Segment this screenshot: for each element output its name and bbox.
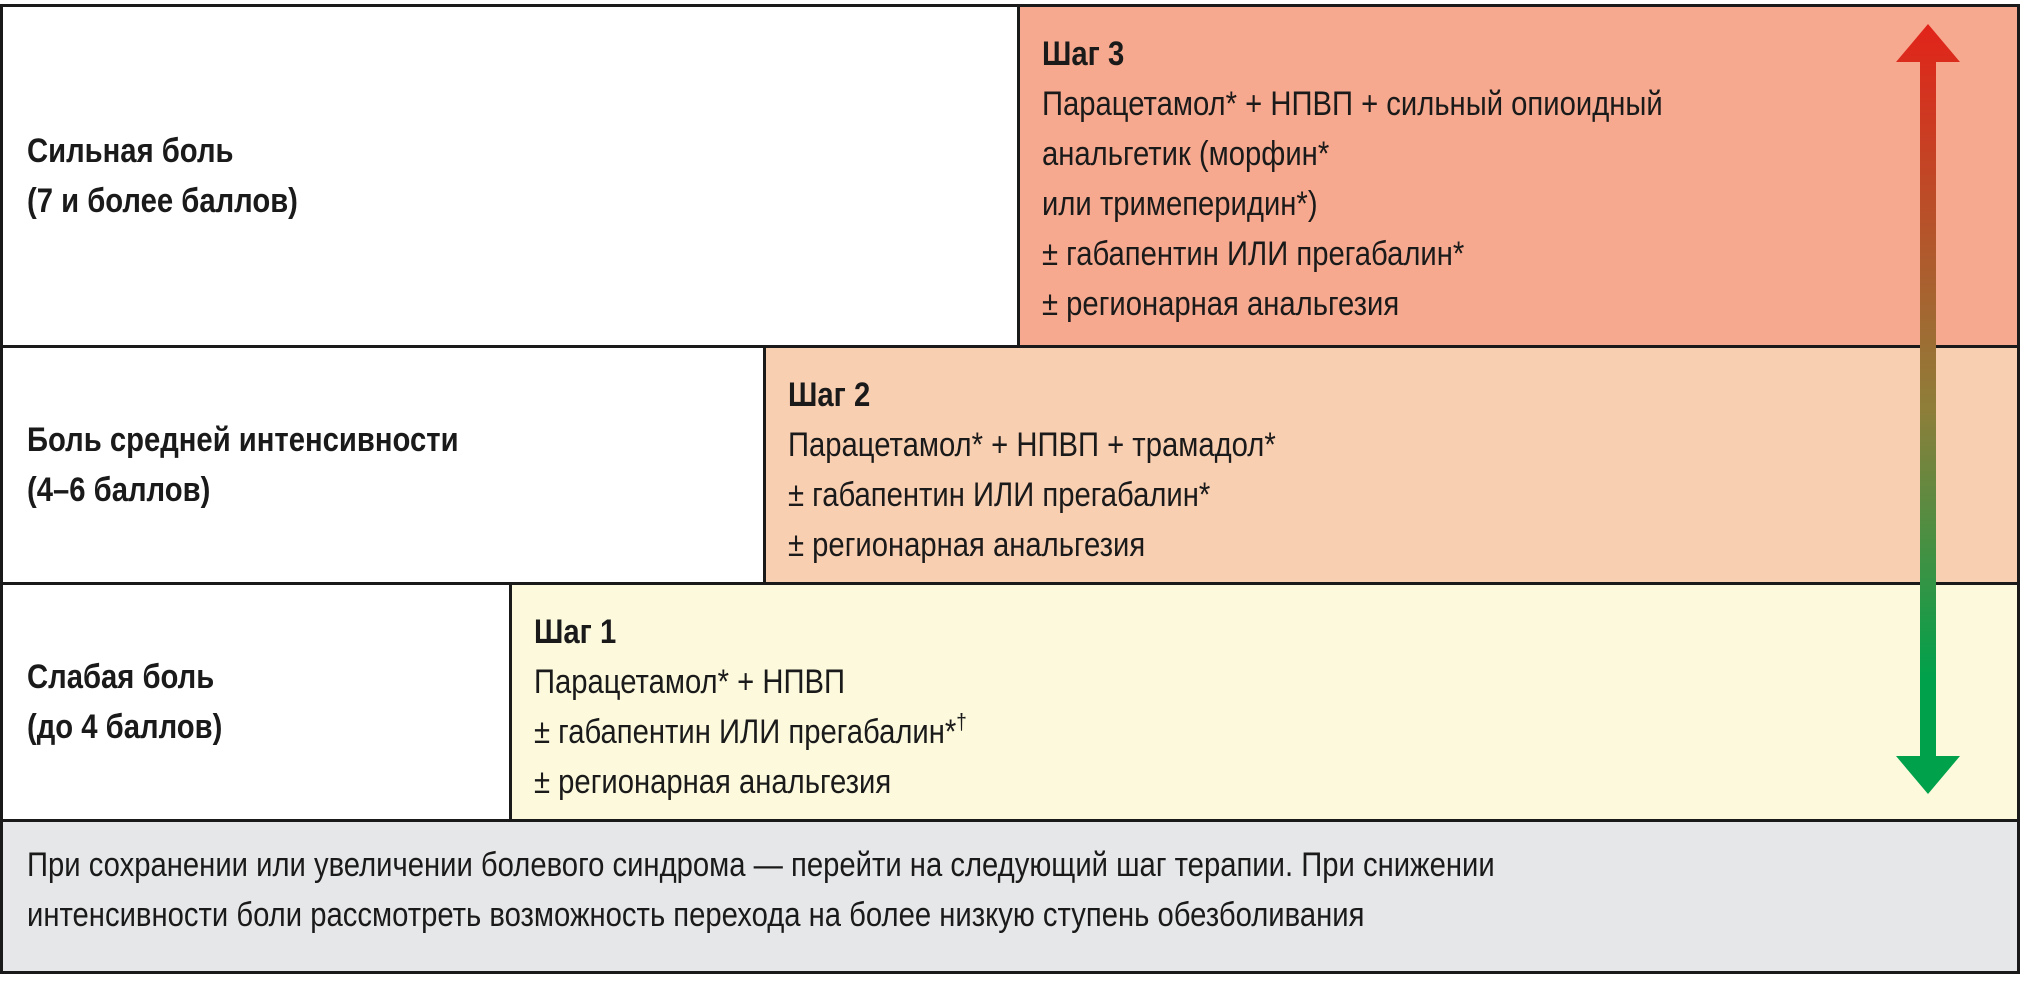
moderate-pain-range: (4–6 баллов) bbox=[27, 471, 211, 509]
therapy-note-cell bbox=[0, 819, 2020, 974]
mild-pain-range: (до 4 баллов) bbox=[27, 708, 223, 746]
therapy-note-line: При сохранении или увеличении болевого синдрома — перейти на следующий шаг терапии. При снижении bbox=[27, 846, 1495, 884]
step-2-line: Парацетамол* + НПВП + трамадол* bbox=[788, 426, 1276, 464]
step-2-line: ± регионарная анальгезия bbox=[788, 526, 1146, 564]
therapy-note-line: интенсивности боли рассмотреть возможность перехода на более низкую ступень обезболивания bbox=[27, 896, 1365, 934]
step-1-cell bbox=[509, 582, 2020, 822]
severe-pain-label-cell bbox=[0, 4, 1020, 348]
step-3-line: ± габапентин ИЛИ прегабалин* bbox=[1042, 235, 1465, 273]
mild-pain-label: Слабая боль bbox=[27, 658, 215, 696]
moderate-pain-label: Боль средней интенсивности bbox=[27, 421, 459, 459]
step-3-line: Парацетамол* + НПВП + сильный опиоидный bbox=[1042, 85, 1663, 123]
step-1-line: Парацетамол* + НПВП bbox=[534, 663, 845, 701]
step-1-line: ± регионарная анальгезия bbox=[534, 763, 892, 801]
step-3-cell bbox=[1017, 4, 2020, 348]
severe-pain-range: (7 и более баллов) bbox=[27, 182, 298, 220]
step-1-title: Шаг 1 bbox=[534, 613, 617, 651]
step-1-line: ± габапентин ИЛИ прегабалин*† bbox=[534, 709, 967, 751]
double-headed-vertical-arrow-icon bbox=[1888, 24, 1968, 794]
step-3-line: или тримеперидин*) bbox=[1042, 185, 1318, 223]
mild-pain-label-cell bbox=[0, 582, 512, 822]
arrow-shape bbox=[1896, 24, 1960, 794]
step-2-title: Шаг 2 bbox=[788, 376, 871, 414]
step-2-cell bbox=[763, 345, 2020, 585]
step-3-line: анальгетик (морфин* bbox=[1042, 135, 1330, 173]
moderate-pain-label-cell bbox=[0, 345, 766, 585]
step-3-title: Шаг 3 bbox=[1042, 35, 1125, 73]
step-3-line: ± регионарная анальгезия bbox=[1042, 285, 1400, 323]
step-2-line: ± габапентин ИЛИ прегабалин* bbox=[788, 476, 1211, 514]
severe-pain-label: Сильная боль bbox=[27, 132, 234, 170]
